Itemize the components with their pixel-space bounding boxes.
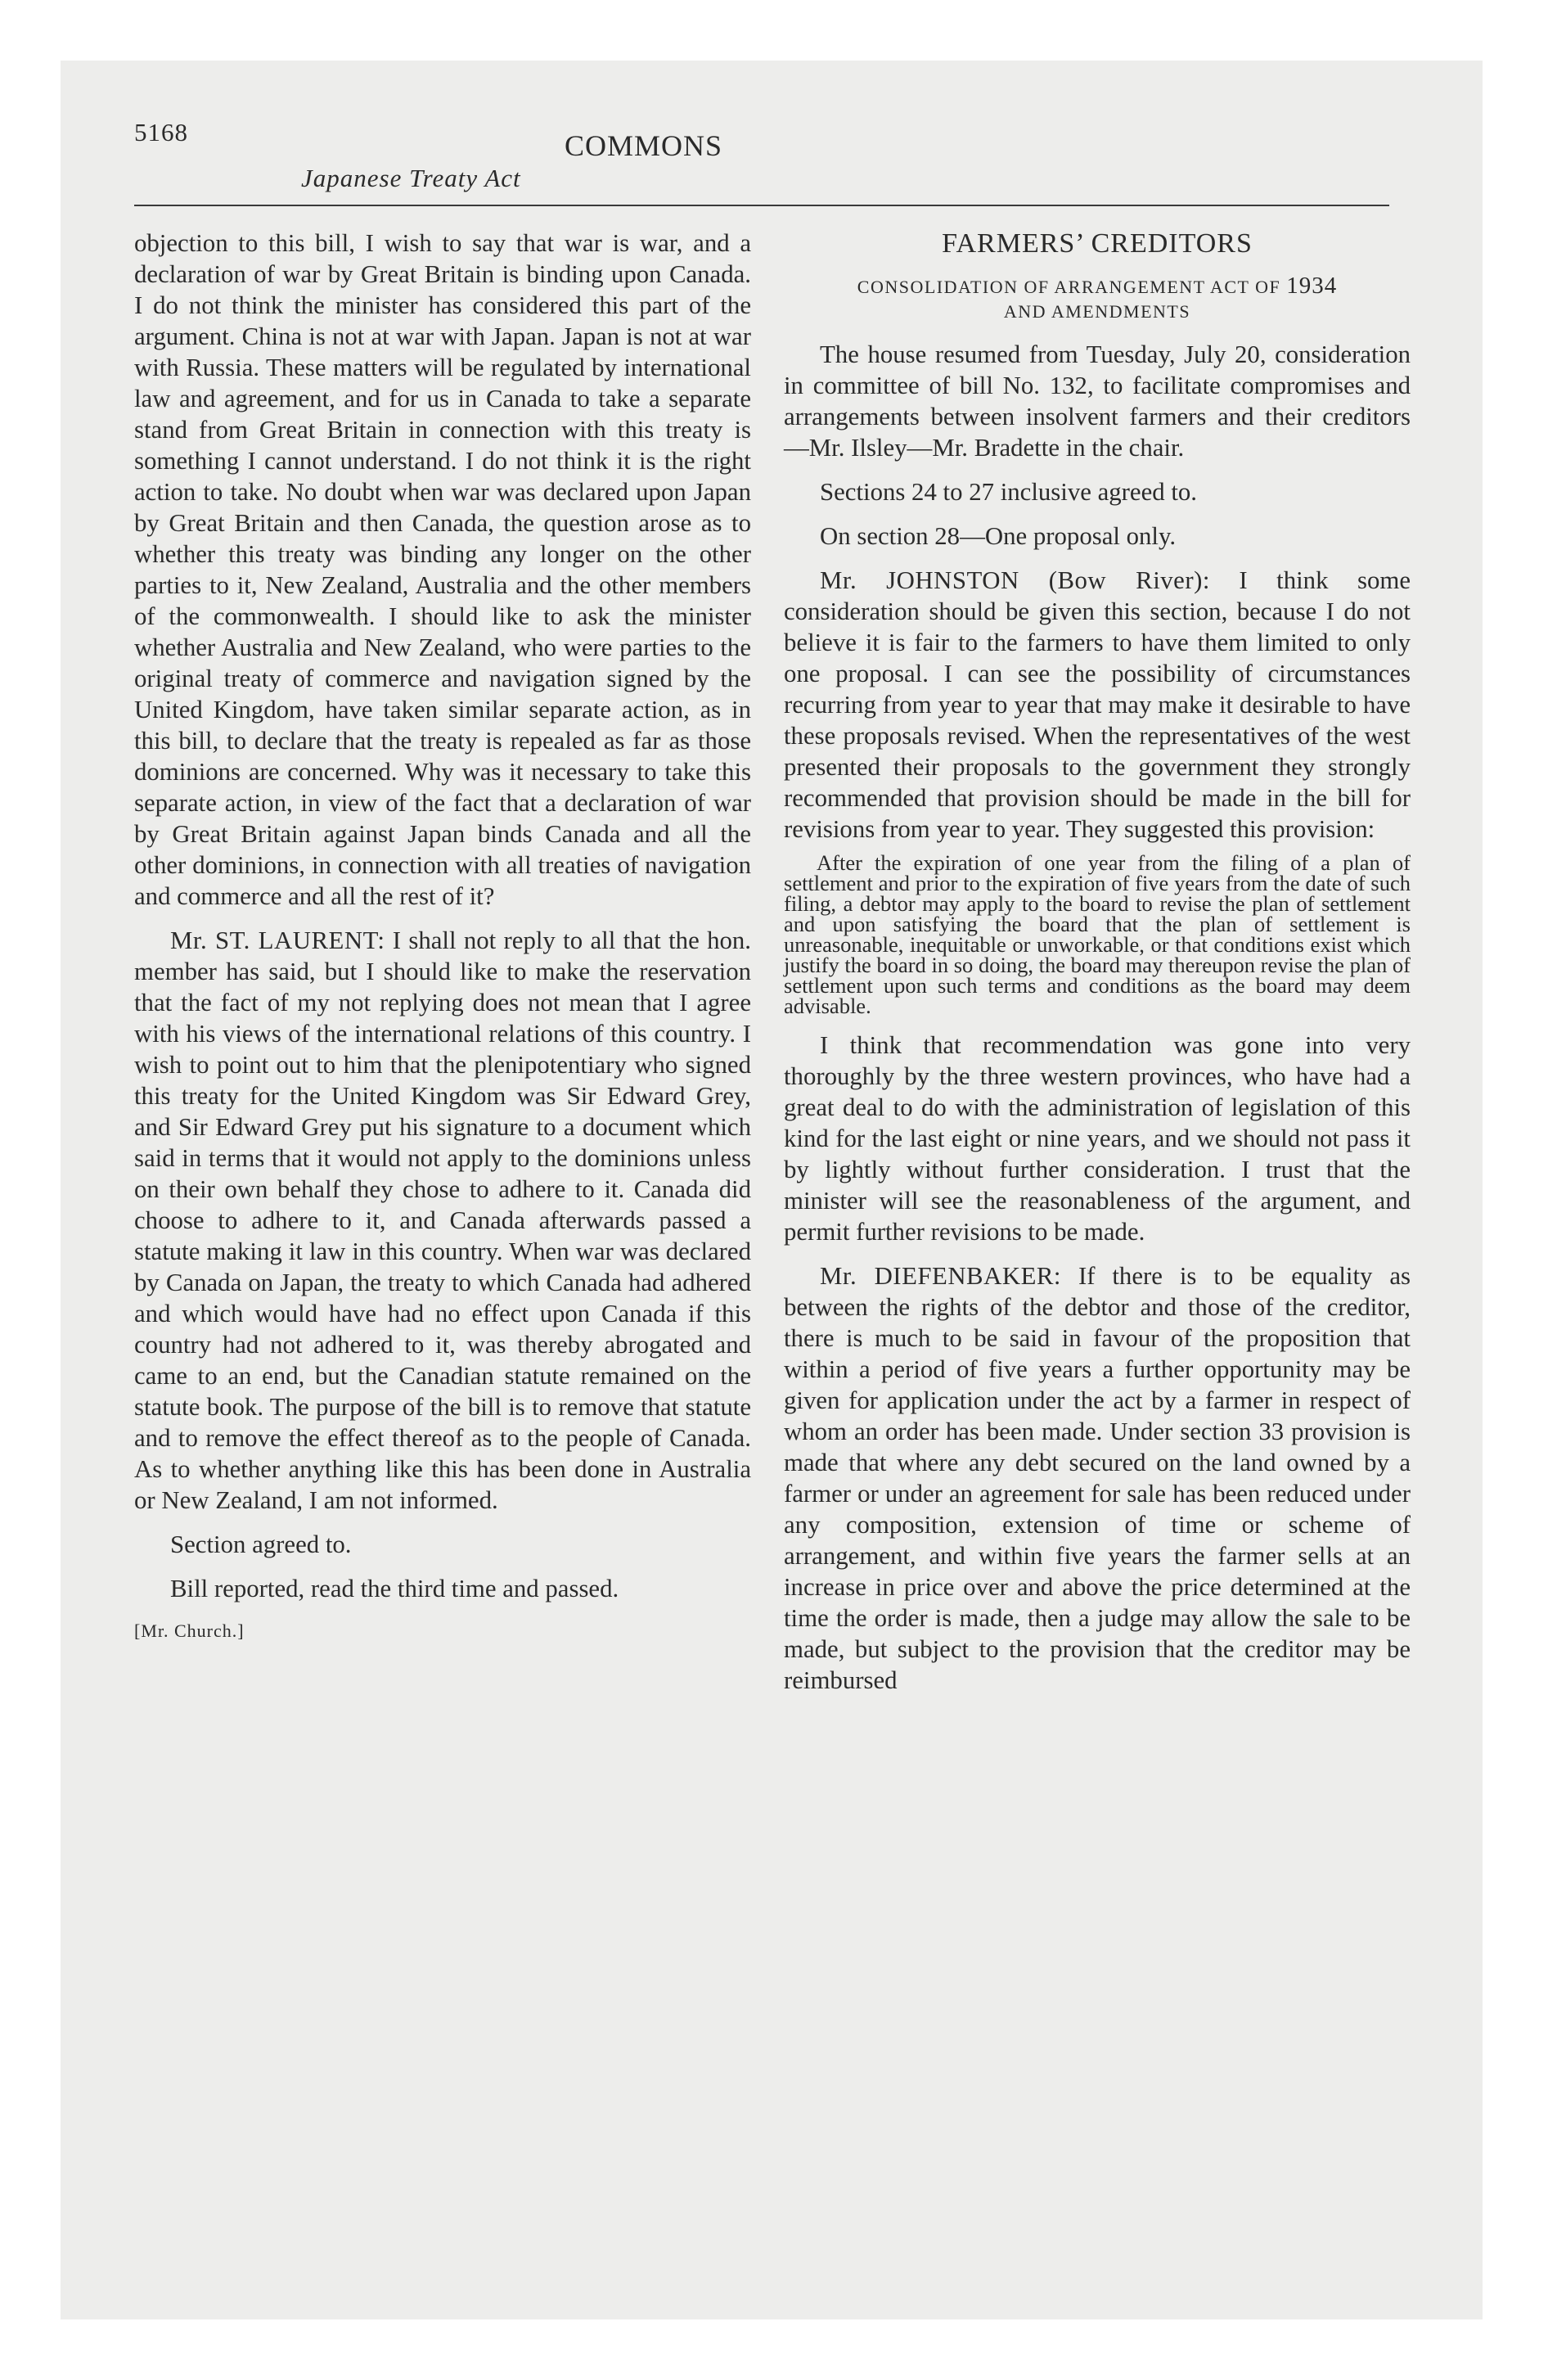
subheading-year: 1934 — [1286, 273, 1338, 299]
section-title: COMMONS — [565, 129, 723, 162]
subheading-text: CONSOLIDATION OF ARRANGEMENT ACT OF — [857, 277, 1281, 297]
speaker-name: Mr. DIEFENBAKER: — [820, 1262, 1061, 1290]
right-column — [784, 228, 1411, 1696]
paragraph-house-resumed: The house resumed from Tuesday, July 20, consideration in committee of bill No. 132, to facilitate compromises and arrangements between insolvent farmers and their creditors —Mr. Ilsley—Mr. Bradette in the chair. — [784, 340, 1411, 462]
subheading-line2: AND AMENDMENTS — [1003, 301, 1191, 322]
page-number: 5168 — [134, 118, 188, 146]
article-subheading — [784, 273, 1411, 324]
footer-note: [Mr. Church.] — [134, 1620, 245, 1641]
speech-text: I think some consideration should be given this section, because I do not believe it is fair to the farmers to have them limited to only one proposal. I can see the possibility of circumstances recurring from year to year that may make it desirable to have these proposals revised. When the representatives of the west presented their proposals to the government they strongly recommended that provision should be made in the bill for revisions from year to year. They suggested this provision: — [784, 566, 1411, 843]
quoted-provision: After the expiration of one year from the filing of a plan of settlement and prior to the expiration of five years from the date of such filing, a debtor may apply to the board to revise the plan of settlement and upon satisfying the board that the plan of settlement is unreasonable, inequitable or unworkable, or that conditions exist which justify the board in so doing, the board may thereupon revise the plan of settlement upon such terms and conditions as the board may deem advisable. — [784, 850, 1411, 1018]
header-rule — [134, 205, 1389, 206]
speaker-name: Mr. JOHNSTON (Bow River): — [820, 566, 1210, 594]
paragraph-bill-reported: Bill reported, read the third time and passed. — [170, 1575, 619, 1602]
paragraph-objection: objection to this bill, I wish to say that war is war, and a declaration of war by Great Britain is binding upon Canada. I do not think the minister has considered this part of the argument. China is not at war with Japan. Japan is not at war with Russia. These matters will be regulated by international law and agreement, and for us in Canada to take a separate stand from Great Britain in connection with this treaty is something I cannot understand. I do not think it is the right action to take. No doubt when war was declared upon Japan by Great Britain and then Canada, the question arose as to whether this treaty was binding any longer on the other parties to it, New Zealand, Australia and the other members of the commonwealth. I should like to ask the minister whether Australia and New Zealand, who were parties to the original treaty of commerce and navigation signed by the United Kingdom, have taken similar separate action, as in this bill, to declare that the treaty is repealed as far as those dominions are concerned. Why was it necessary to take this separate action, in view of the fact that a declaration of war by Great Britain against Japan binds Canada and all the other dominions, in connection with all treaties of navigation and commerce and all the rest of it? — [134, 229, 751, 910]
paragraph-sections-agreed: Sections 24 to 27 inclusive agreed to. — [820, 478, 1198, 506]
speech-text: If there is to be equality as between the rights of the debtor and those of the creditor, there is much to be said in favour of the proposition that within a period of five years a further opportunity may be given for application under the act by a farmer in respect of whom an order has been made. Under section 33 provision is made that where any debt secured on the land owned by a farmer or under an agreement for sale has been reduced under any composition, extension of time or scheme of arrangement, and within five years the farmer sells at an increase in price over and above the price determined at the time the order is made, then a judge may allow the sale to be made, but subject to the provision that the creditor may be reimbursed — [784, 1262, 1411, 1694]
article-heading: FARMERS’ CREDITORS — [942, 228, 1253, 259]
speaker-name: Mr. ST. LAURENT: — [170, 926, 385, 954]
paragraph-johnston — [784, 565, 1411, 845]
paragraph-diefenbaker — [784, 1260, 1411, 1696]
left-column — [134, 228, 751, 1647]
running-head: Japanese Treaty Act — [301, 164, 521, 192]
paragraph-section-28: On section 28—One proposal only. — [820, 522, 1177, 550]
paragraph-section-agreed: Section agreed to. — [170, 1530, 352, 1558]
paragraph-st-laurent — [134, 925, 751, 1516]
paragraph-recommendation: I think that recommendation was gone into very thoroughly by the three western provinces, who have had a great deal to do with the administration of legislation of this kind for the last eight or nine years, and we should not pass it by lightly without further consideration. I trust that the minister will see the reasonableness of the argument, and permit further revisions to be made. — [784, 1031, 1411, 1246]
speech-text: I shall not reply to all that the hon. member has said, but I should like to make the reservation that the fact of my not replying does not mean that I agree with his views of the international relations of this country. I wish to point out to him that the plenipotentiary who signed this treaty for the United Kingdom was Sir Edward Grey, and Sir Edward Grey put his signature to a document which said in terms that it would not apply to the dominions unless on their own behalf they chose to adhere to it. Canada did choose to adhere to it, and Canada afterwards passed a statute making it law in this country. When war was declared by Canada on Japan, the treaty to which Canada had adhered and which would have had no effect upon Canada if this country had not adhered to it, was thereby abrogated and came to an end, but the Canadian statute remained on the statute book. The purpose of the bill is to remove that statute and to remove the effect thereof as to the people of Canada. As to whether anything like this has been done in Australia or New Zealand, I am not informed. — [134, 926, 751, 1514]
